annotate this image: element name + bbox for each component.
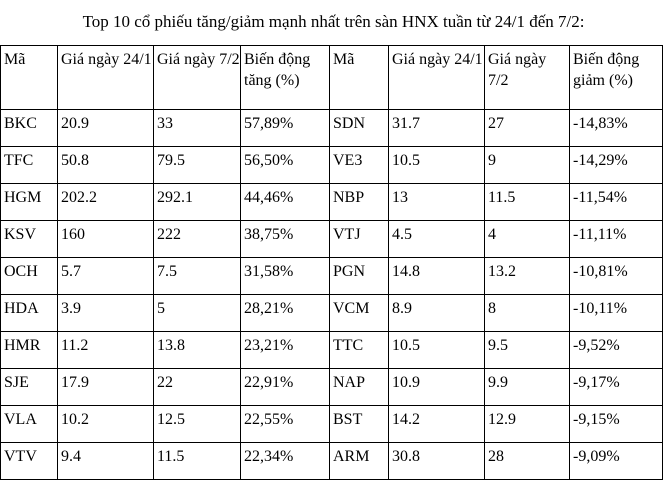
header-cell-change-down: Biến động giảm (%) — [570, 46, 663, 110]
header-cell-code-down: Mã — [330, 46, 389, 110]
page-title: Top 10 cổ phiếu tăng/giảm mạnh nhất trên sàn HNX tuần từ 24/1 đến 7/2: — [82, 12, 585, 31]
table-cell: 8.9 — [389, 295, 485, 332]
table-cell: TTC — [330, 332, 389, 369]
table-row — [1, 295, 663, 332]
header-cell-price-end-down: Giá ngày 7/2 — [485, 46, 570, 110]
table-cell: 13.8 — [154, 332, 241, 369]
table-cell: HMR — [1, 332, 58, 369]
header-cell-code-up: Mã — [1, 46, 58, 110]
table-row — [1, 110, 663, 147]
table-cell: -9,52% — [570, 332, 663, 369]
table-row — [1, 443, 663, 480]
table-header-row — [1, 46, 663, 110]
table-cell: 22,34% — [241, 443, 330, 480]
table-cell: 11.2 — [58, 332, 154, 369]
table-cell: VTJ — [330, 221, 389, 258]
header-cell-price-start-up: Giá ngày 24/1 — [58, 46, 154, 110]
table-cell: 292.1 — [154, 184, 241, 221]
table-cell: VCM — [330, 295, 389, 332]
table-cell: -14,83% — [570, 110, 663, 147]
table-cell: BKC — [1, 110, 58, 147]
table-cell: 10.5 — [389, 147, 485, 184]
table-cell: 38,75% — [241, 221, 330, 258]
table-cell: VE3 — [330, 147, 389, 184]
table-cell: 22,91% — [241, 369, 330, 406]
table-cell: HGM — [1, 184, 58, 221]
header-cell-price-end-up: Giá ngày 7/2 — [154, 46, 241, 110]
table-cell: 3.9 — [58, 295, 154, 332]
table-row — [1, 369, 663, 406]
table-cell: 160 — [58, 221, 154, 258]
table-cell: -10,11% — [570, 295, 663, 332]
table-row — [1, 406, 663, 443]
table-cell: 4.5 — [389, 221, 485, 258]
table-cell: SDN — [330, 110, 389, 147]
table-cell: ARM — [330, 443, 389, 480]
table-row — [1, 332, 663, 369]
table-cell: 20.9 — [58, 110, 154, 147]
table-cell: 4 — [485, 221, 570, 258]
header-cell-price-start-down: Giá ngày 24/1 — [389, 46, 485, 110]
table-cell: 13 — [389, 184, 485, 221]
table-cell: 222 — [154, 221, 241, 258]
table-cell: 22,55% — [241, 406, 330, 443]
table-cell: KSV — [1, 221, 58, 258]
table-cell: 8 — [485, 295, 570, 332]
table-cell: 31.7 — [389, 110, 485, 147]
table-cell: 50.8 — [58, 147, 154, 184]
table-cell: 5.7 — [58, 258, 154, 295]
table-cell: 9.9 — [485, 369, 570, 406]
table-cell: -10,81% — [570, 258, 663, 295]
table-cell: 22 — [154, 369, 241, 406]
table-cell: BST — [330, 406, 389, 443]
table-cell: 10.9 — [389, 369, 485, 406]
table-cell: HDA — [1, 295, 58, 332]
table-cell: NBP — [330, 184, 389, 221]
table-cell: 11.5 — [485, 184, 570, 221]
table-cell: 7.5 — [154, 258, 241, 295]
table-cell: 57,89% — [241, 110, 330, 147]
table-cell: OCH — [1, 258, 58, 295]
table-cell: 44,46% — [241, 184, 330, 221]
table-cell: 28 — [485, 443, 570, 480]
table-cell: 31,58% — [241, 258, 330, 295]
table-cell: 56,50% — [241, 147, 330, 184]
table-cell: 14.2 — [389, 406, 485, 443]
table-cell: 12.9 — [485, 406, 570, 443]
table-cell: VLA — [1, 406, 58, 443]
table-cell: VTV — [1, 443, 58, 480]
table-cell: 28,21% — [241, 295, 330, 332]
table-row — [1, 258, 663, 295]
table-cell: 11.5 — [154, 443, 241, 480]
table-cell: -11,11% — [570, 221, 663, 258]
table-cell: TFC — [1, 147, 58, 184]
table-cell: 30.8 — [389, 443, 485, 480]
table-cell: -9,17% — [570, 369, 663, 406]
table-cell: NAP — [330, 369, 389, 406]
table-cell: 17.9 — [58, 369, 154, 406]
table-cell: 27 — [485, 110, 570, 147]
table-cell: -11,54% — [570, 184, 663, 221]
table-cell: 9 — [485, 147, 570, 184]
table-cell: PGN — [330, 258, 389, 295]
table-cell: 23,21% — [241, 332, 330, 369]
table-cell: 9.5 — [485, 332, 570, 369]
table-row — [1, 147, 663, 184]
table-cell: 79.5 — [154, 147, 241, 184]
table-cell: -9,15% — [570, 406, 663, 443]
table-cell: 10.2 — [58, 406, 154, 443]
table-cell: SJE — [1, 369, 58, 406]
table-cell: -14,29% — [570, 147, 663, 184]
table-cell: 10.5 — [389, 332, 485, 369]
table-cell: 13.2 — [485, 258, 570, 295]
table-cell: 202.2 — [58, 184, 154, 221]
table-cell: 12.5 — [154, 406, 241, 443]
table-cell: 5 — [154, 295, 241, 332]
table-cell: 14.8 — [389, 258, 485, 295]
stock-table — [0, 45, 663, 480]
table-cell: 9.4 — [58, 443, 154, 480]
table-row — [1, 221, 663, 258]
header-cell-change-up: Biến động tăng (%) — [241, 46, 330, 110]
table-row — [1, 184, 663, 221]
table-cell: 33 — [154, 110, 241, 147]
table-cell: -9,09% — [570, 443, 663, 480]
